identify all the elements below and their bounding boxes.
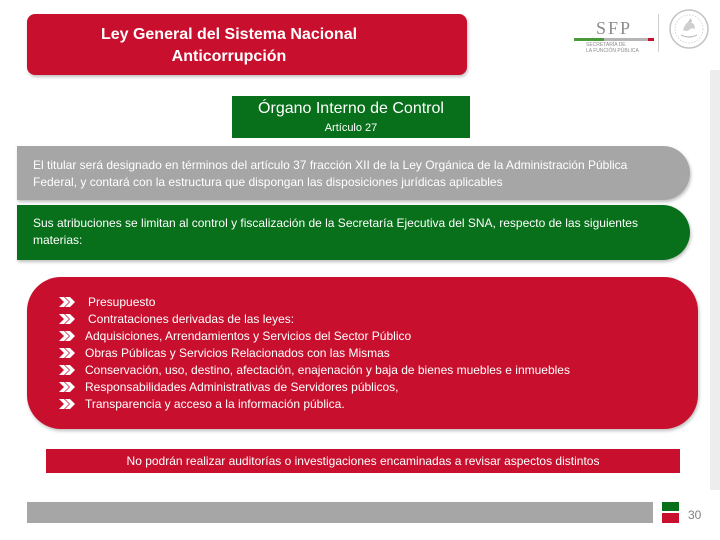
matter-label: Conservación, uso, destino, afectación, enajenación y baja de bienes muebles e inmuebles [85,363,570,377]
matters-list [27,277,698,429]
logo-bar-red [648,38,654,41]
organo-subtitle: Artículo 27 [324,122,378,134]
attributions-text: Sus atribuciones se limitan al control y fiscalización de la Secretaría Ejecutiva del SNA, respecto de las siguientes materias: [33,216,638,247]
double-chevron-right-icon [59,382,75,392]
title-box [27,14,467,75]
matter-label: Presupuesto [88,295,156,309]
notice-box [46,449,680,473]
matter-label: Contrataciones derivadas de las leyes: [88,312,295,326]
matter-label: Adquisiciones, Arrendamientos y Servicios del Sector Público [85,329,412,343]
sfp-logo [568,14,714,64]
title-line-1: Ley General del Sistema Nacional [100,26,358,43]
matter-label: Responsabilidades Administrativas de Servidores públicos, [85,380,399,394]
double-chevron-right-icon [59,399,75,409]
sfp-wordmark: SFP [596,18,633,38]
double-chevron-right-icon [59,297,75,307]
footer-bar [27,502,653,523]
logo-bar-gray [604,38,648,41]
designation-banner [17,146,690,200]
page-number: 30 [688,508,702,522]
double-chevron-right-icon [59,365,75,375]
attributions-banner [17,205,690,260]
double-chevron-right-icon [59,314,75,324]
matter-label: Obras Públicas y Servicios Relacionados con las Mismas [85,346,390,360]
right-edge-strip [710,70,720,490]
sfp-subtitle-line-2: LA FUNCIÓN PÚBLICA [586,48,639,54]
organo-interno-box [232,96,470,138]
mexico-coat-of-arms-seal-icon [668,8,710,50]
sfp-subtitle-line-1: SECRETARÍA DE [586,42,626,48]
organo-title: Órgano Interno de Control [258,100,444,117]
footer-block-green [662,502,679,511]
footer-block-red [662,513,679,523]
notice-text: No podrán realizar auditorías o investigaciones encaminadas a revisar aspectos distintos [126,454,600,468]
designation-text: El titular será designado en términos del artículo 37 fracción XII de la Ley Orgánica de la Administración Pública Federal, y contará con la estructura que dispongan las disposiciones jurídicas aplicables [33,158,628,189]
logo-divider [658,14,659,52]
matter-label: Transparencia y acceso a la información pública. [85,397,345,411]
double-chevron-right-icon [59,331,75,341]
double-chevron-right-icon [59,348,75,358]
title-line-2: Anticorrupción [171,48,287,65]
sfp-subtitle [586,42,656,54]
logo-bar-green [574,38,604,41]
